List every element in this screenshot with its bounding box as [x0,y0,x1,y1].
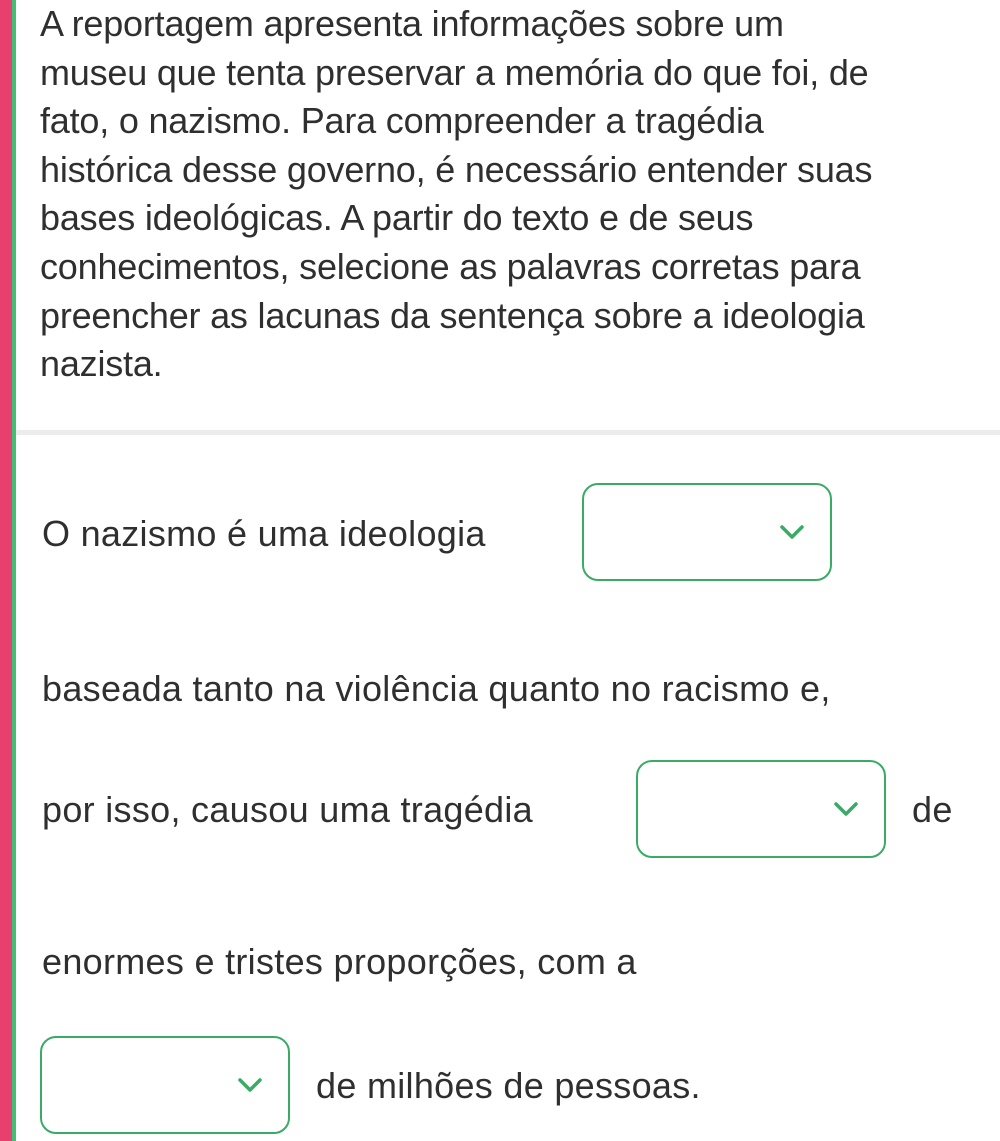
section-divider [16,430,1000,435]
blank-dropdown-1[interactable] [582,483,832,581]
sentence-part-4: de [912,789,953,830]
question-line: nazista. [40,343,163,385]
left-accent-line [12,0,16,1141]
question-line: conhecimentos, selecione as palavras corretas para [40,245,861,287]
question-line: histórica desse governo, é necessário entender suas [40,148,873,190]
question-line: A reportagem apresenta informações sobre um [40,3,784,44]
sentence-part-2: baseada tanto na violência quanto no racismo e, [42,668,831,709]
question-line: museu que tenta preservar a memória do que foi, de [40,51,869,93]
blank-dropdown-2[interactable] [636,760,886,858]
blank-dropdown-3[interactable] [40,1036,290,1134]
question-line: preencher as lacunas da sentença sobre a ideologia [40,294,865,336]
question-line: fato, o nazismo. Para compreender a tragédia [40,100,764,142]
sentence-part-5: enormes e tristes proporções, com a [42,941,637,982]
question-text [40,0,990,389]
question-line: bases ideológicas. A partir do texto e de seus [40,197,754,239]
chevron-down-icon [834,802,858,816]
chevron-down-icon [780,525,804,539]
sentence-part-1: O nazismo é uma ideologia [42,513,486,554]
left-accent-bar [0,0,12,1141]
sentence-part-6: de milhões de pessoas. [316,1065,701,1106]
chevron-down-icon [238,1078,262,1092]
sentence-part-3: por isso, causou uma tragédia [42,789,533,830]
